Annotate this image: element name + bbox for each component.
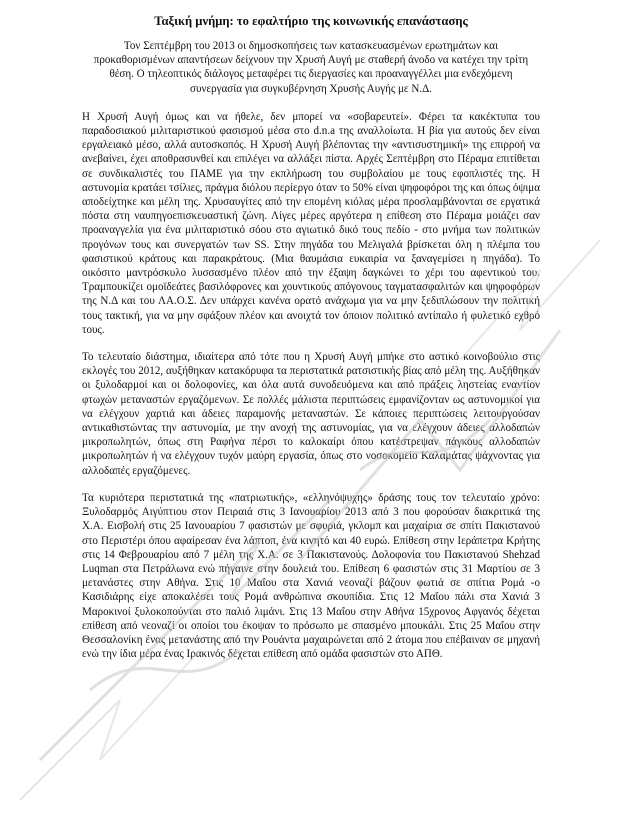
body-paragraph-3: Τα κυριότερα περιστατικά της «πατριωτικής», «ελληνόψυχης» δράσης τους τον τελευταίο χρόνο: Ξυλοδαρμός Αιγύπτιου στον Πειραιά στις 3 Ιανουαρίου 2013 από 3 που φορούσαν διακριτικά της Χ.Α. Εισβολή στις 25 Ιανουαρίου 7 φασιστών με σφυριά, γκλομπ και μαχαίρια σε σπίτι Πακιστανού στο Περιστέρι όπου αφαίρεσαν ένα λάπτοπ, ένα κινητό και 40 ευρώ. Επίθεση στην Ιεράπετρα Κρήτης στις 14 Φεβρουαρίου από 7 μέλη της Χ.Α. σε 3 Πακιστανούς. Δολοφονία του Πακιστανού Shehzad Luqman στα Πετράλωνα ενώ πήγαινε στην δουλειά του. Επίθεση 6 φασιστών στις 31 Μαρτίου σε 3 μετανάστες στην Αθήνα. Στις 10 Μαΐου στα Χανιά νεοναζί βάζουν φωτιά σε σπίτια Ρομά -ο Κασιδιάρης είχε αποκαλέσει τους Ρομά ανθρώπινα σκουπίδια. Στις 12 Μαΐου πάλι στα Χανιά 3 Μαροκινοί ξυλοκοπούνται στο παλιό λιμάνι. Στις 13 Μαΐου στην Αθήνα 15χρονος Αφγανός δέχεται επίθεση από νεοναζί οι οποίοι του έκοψαν το πρόσωπο με σπασμένο μπουκάλι. Στις 25 Μαΐου στην Θεσσαλονίκη ένας μετανάστης από την Ρουάντα μαχαιρώνεται από 2 άτομα που επέβαιναν σε μηχανή ενώ την ίδια μέρα ένας Ιρακινός δέχεται επίθεση από ομάδα φασιστών στο ΑΠΘ. xyxy=(82,491,540,661)
document-title: Ταξική μνήμη: το εφαλτήριο της κοινωνικής επανάστασης xyxy=(154,14,468,28)
document-page xyxy=(82,14,540,661)
document-intro: Τον Σεπτέμβρη του 2013 οι δημοσκοπήσεις των κατασκευασμένων ερωτημάτων και προκαθορισμένων απαντήσεων δείχνουν την Χρυσή Αυγή με σταθερή άνοδο να κατέχει την τρίτη θέση. Ο τηλεοπτικός διάλογος μεταφέρει τις διεργασίες και προαναγγέλλει μια ενδεχόμενη συνεργασία για συγκυβέρνηση Χρυσής Αυγής με Ν.Δ. xyxy=(93,40,529,95)
body-paragraph-1: Η Χρυσή Αυγή όμως και να ήθελε, δεν μπορεί να «σοβαρευτεί». Φέρει τα κακέκτυπα του παραδοσιακού μιλιταριστικού φασισμού μέσα στο d.n.a της αναλλοίωτα. Η βία για αυτούς δεν είναι εργαλειακό μέσο, αλλά αυτοσκοπός. Η Χρυσή Αυγή βλέποντας την «αντισυστημική» της επιρροή να ανεβαίνει, έχει αποθρασυνθεί και επιλέγει να αλλάξει πίστα. Αρχές Σεπτέμβρη στο Πέραμα επιτίθεται σε συνδικαλιστές του ΠΑΜΕ για την εκπλήρωση του συμβολαίου με τους εφοπλιστές της. Η αστυνομία κρατάει τσίλιες, πράγμα διόλου περίεργο όταν το 50% είναι ψηφοφόροι της και όπως όψιμα αποδείχτηκε και μέλη της. Χρυσαυγίτες από την επομένη κιόλας μέρα προσλαμβάνονται σε εργατικά πόστα στη ναυπηγοεπισκευαστική ζώνη. Λίγες μέρες αργότερα η επίθεση στο Πέραμα μοιάζει σαν προαναγγελία για ένα μιλιταριστικό σόου στο αγιωτικό δικό τους πεδίο - στο μνήμα των πολιτικών προγόνων τους και συνεργατών των SS. Στην πηγάδα του Μελιγαλά βρίσκεται όλη η πλέμπα του φασιστικού κράτους και παρακράτους. (Μια θαυμάσια ευκαιρία να ξαναγεμίσει η πηγάδα). Το οικόσιτο μαντρόσκυλο λυσσασμένο πλέον από την έξαψη δαγκώνει το χέρι του αφεντικού του. Τραμπουκίζει ομοϊδεάτες βασιλόφρονες και χουντικούς απόγονους ταγματασφαλιτών και ψηφοφόρων της Ν.Δ και του ΛΑ.Ο.Σ. Δεν υπάρχει κανένα ορατό ανάχωμα για να μην ξεδιπλώσουν την πολιτική τους τακτική, για να μην σφάξουν πλέον και ανοιχτά τον όποιον πολιτικό αντίπαλο ή φυλετικό εχθρό τους. xyxy=(82,110,540,336)
body-paragraph-2: Το τελευταίο διάστημα, ιδιαίτερα από τότε που η Χρυσή Αυγή μπήκε στο αστικό κοινοβούλιο στις εκλογές του 2012, αυξήθηκαν κατακόρυφα τα περιστατικά ρατσιστικής βίας από μέλη της. Αυξήθηκαν οι ξυλοδαρμοί και οι δολοφονίες, και όλα αυτά συνοδευόμενα και από πράξεις ληστείας εναντίον φτωχών μεταναστών εργαζόμενων. Σε πολλές μάλιστα περιπτώσεις εμφανίζονταν ως αστυνομικοί για να ελέγχουν χαρτιά και άδειες παραμονής μεταναστών. Σε κάποιες περιπτώσεις λειτουργούσαν αντικαθιστώντας την αστυνομία, με την ανοχή της αστυνομίας, για να ελέγχουν άδειες αλλοδαπών μικροπωλητών, όπως στη Ραφήνα πέρσι το καλοκαίρι όπου κατέστρεψαν πάγκους αλλοδαπών μικροπωλητών ή να ελέγχουν τυχόν μαύρη εργασία, όπως στο νοσοκομείο Καλαμάτας ψάχνοντας για αλλοδαπές εργαζόμενες. xyxy=(82,351,540,477)
